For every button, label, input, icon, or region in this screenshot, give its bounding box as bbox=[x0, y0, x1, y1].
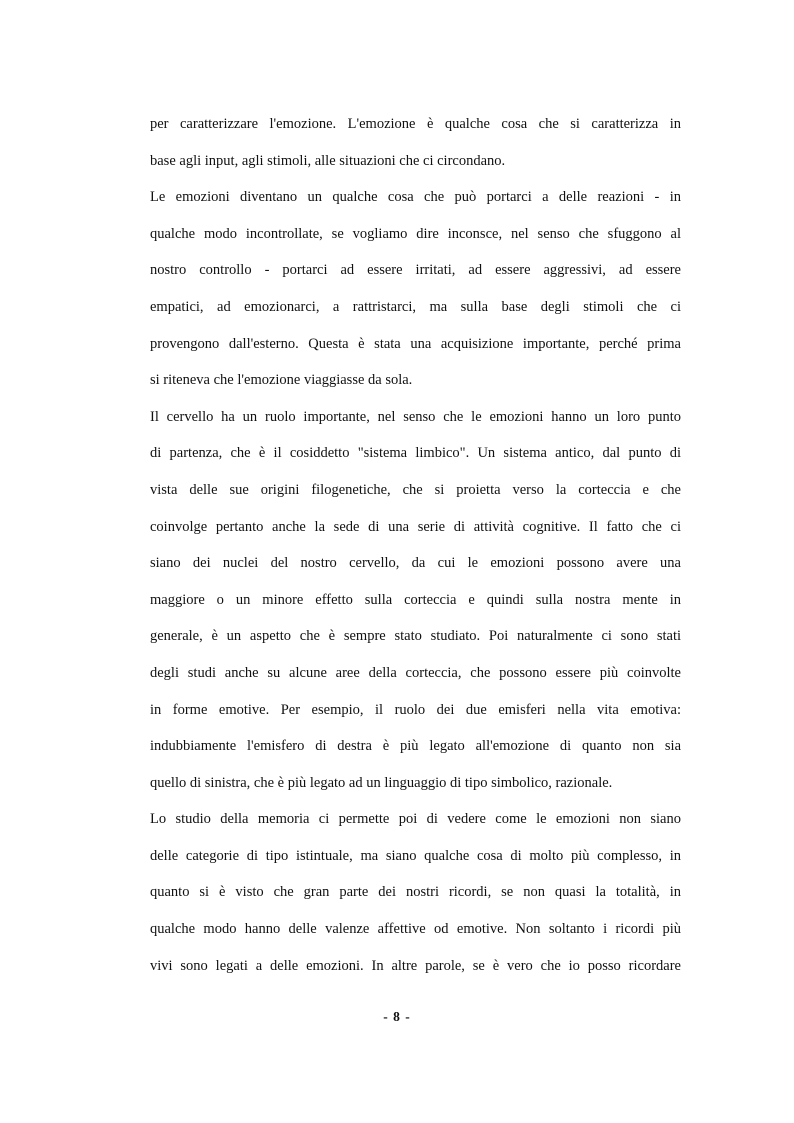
text-line: base agli input, agli stimoli, alle situazioni che ci circondano. bbox=[150, 152, 506, 169]
text-line: generale, è un aspetto che è sempre stato studiato. Poi naturalmente ci sono stati bbox=[150, 628, 681, 645]
text-line: Il cervello ha un ruolo importante, nel senso che le emozioni hanno un loro punto bbox=[150, 408, 681, 425]
text-line: coinvolge pertanto anche la sede di una serie di attività cognitive. Il fatto che ci bbox=[150, 518, 681, 535]
text-line: vista delle sue origini filogenetiche, che si proietta verso la corteccia e che bbox=[150, 481, 681, 498]
text-line: qualche modo incontrollate, se vogliamo dire inconsce, nel senso che sfuggono al bbox=[150, 225, 681, 242]
text-line: si riteneva che l'emozione viaggiasse da sola. bbox=[150, 372, 413, 389]
text-line: Lo studio della memoria ci permette poi di vedere come le emozioni non siano bbox=[150, 811, 681, 828]
text-line: Le emozioni diventano un qualche cosa che può portarci a delle reazioni - in bbox=[150, 189, 681, 206]
text-line: quello di sinistra, che è più legato ad un linguaggio di tipo simbolico, razionale. bbox=[150, 774, 613, 791]
text-line: quanto si è visto che gran parte dei nostri ricordi, se non quasi la totalità, in bbox=[150, 884, 681, 901]
text-line: vivi sono legati a delle emozioni. In altre parole, se è vero che io posso ricordare bbox=[150, 957, 681, 974]
text-line: nostro controllo - portarci ad essere irritati, ad essere aggressivi, ad essere bbox=[150, 262, 681, 279]
text-line: per caratterizzare l'emozione. L'emozione è qualche cosa che si caratterizza in bbox=[150, 116, 681, 132]
text-line: indubbiamente l'emisfero di destra è più legato all'emozione di quanto non sia bbox=[150, 738, 681, 755]
text-line: empatici, ad emozionarci, a rattristarci, ma sulla base degli stimoli che ci bbox=[150, 298, 681, 315]
text-line: in forme emotive. Per esempio, il ruolo dei due emisferi nella vita emotiva: bbox=[150, 701, 681, 718]
text-line: provengono dall'esterno. Questa è stata una acquisizione importante, perché prima bbox=[150, 335, 681, 352]
body-text bbox=[150, 106, 681, 984]
text-line: di partenza, che è il cosiddetto "sistema limbico". Un sistema antico, dal punto di bbox=[150, 445, 681, 462]
text-line: degli studi anche su alcune aree della corteccia, che possono essere più coinvolte bbox=[150, 664, 681, 681]
text-line: delle categorie di tipo istintuale, ma siano qualche cosa di molto più complesso, in bbox=[150, 847, 681, 864]
page-number: - 8 - bbox=[383, 1009, 411, 1024]
text-line: siano dei nuclei del nostro cervello, da cui le emozioni possono avere una bbox=[150, 555, 681, 572]
text-line: qualche modo hanno delle valenze affettive od emotive. Non soltanto i ricordi più bbox=[150, 921, 681, 938]
text-line: maggiore o un minore effetto sulla corteccia e quindi sulla nostra mente in bbox=[150, 591, 681, 608]
